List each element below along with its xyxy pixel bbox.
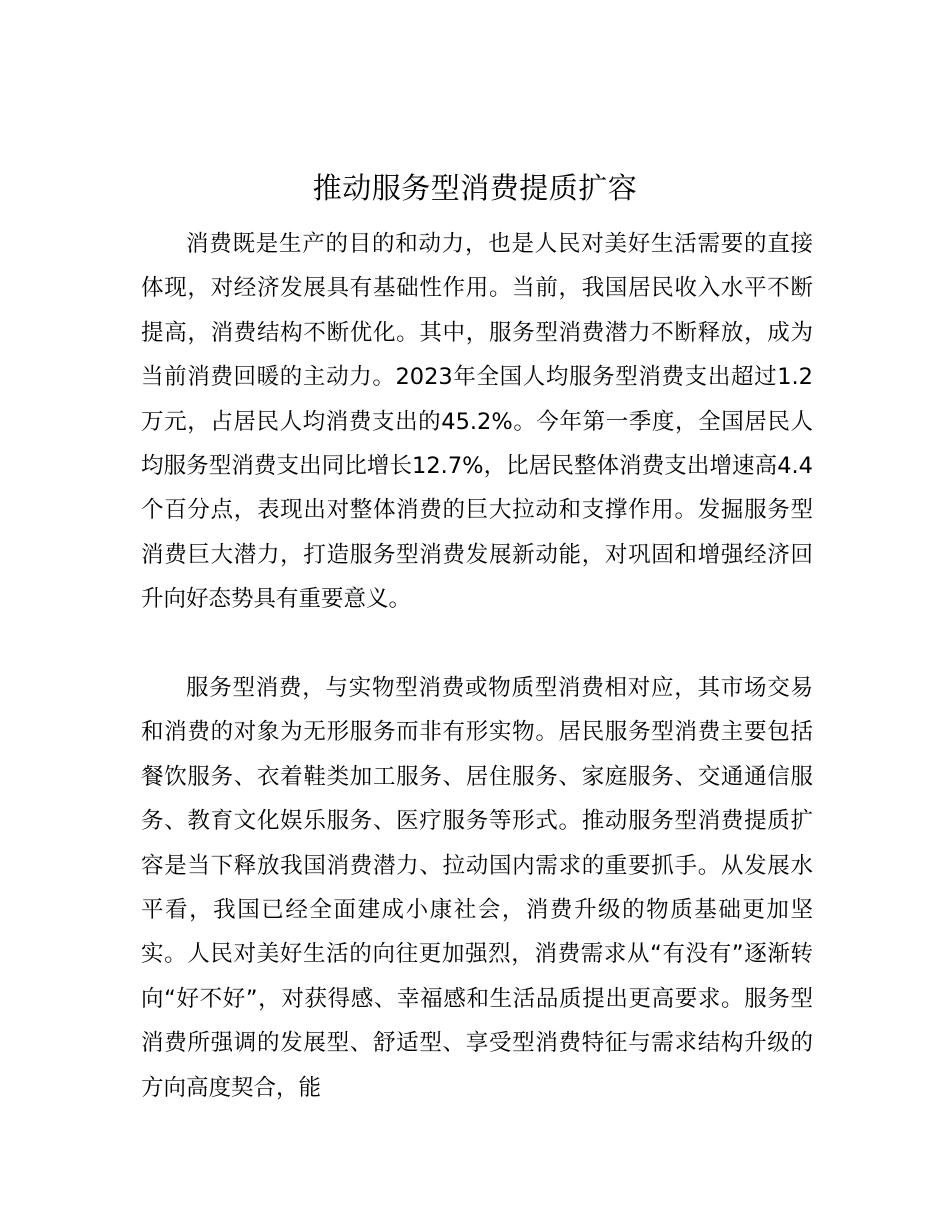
paragraph-2-container — [141, 666, 813, 1110]
paragraph-1-container — [141, 222, 813, 622]
paragraph-2: 服务型消费，与实物型消费或物质型消费相对应，其市场交易和消费的对象为无形服务而非有形实物。居民服务型消费主要包括餐饮服务、衣着鞋类加工服务、居住服务、家庭服务、交通通信服务、教育文化娱乐服务、医疗服务等形式。推动服务型消费提质扩容是当下释放我国消费潜力、拉动国内需求的重要抓手。从发展水平看，我国已经全面建成小康社会，消费升级的物质基础更加坚实。人民对美好生活的向往更加强烈，消费需求从“有没有”逐渐转向“好不好”，对获得感、幸福感和生活品质提出更高要求。服务型消费所强调的发展型、舒适型、享受型消费特征与需求结构升级的方向高度契合，能 — [141, 675, 813, 1101]
paragraph-1: 消费既是生产的目的和动力，也是人民对美好生活需要的直接体现，对经济发展具有基础性作用。当前，我国居民收入水平不断提高，消费结构不断优化。其中，服务型消费潜力不断释放，成为当前消费回暖的主动力。2023年全国人均服务型消费支出超过1.2万元，占居民人均消费支出的45.2%。今年第一季度，全国居民人均服务型消费支出同比增长12.7%，比居民整体消费支出增速高4.4个百分点，表现出对整体消费的巨大拉动和支撑作用。发掘服务型消费巨大潜力，打造服务型消费发展新动能，对巩固和增强经济回升向好态势具有重要意义。 — [141, 231, 813, 613]
document-title: 推动服务型消费提质扩容 — [312, 171, 638, 205]
